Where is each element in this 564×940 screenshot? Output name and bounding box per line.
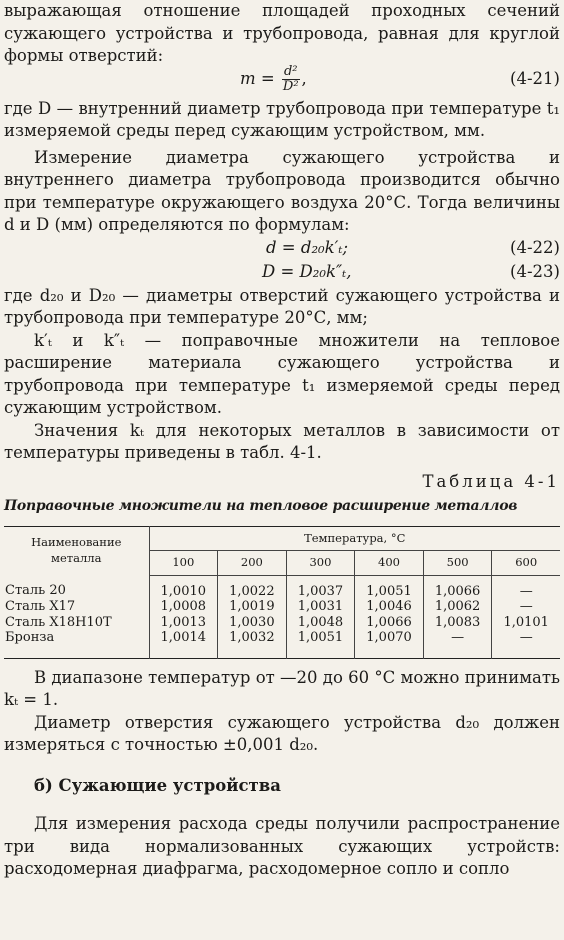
correction-factors-table [4, 526, 560, 659]
table-cell: 1,0037 [286, 575, 355, 599]
column-header-metal: Наименование металла [4, 526, 149, 575]
metal-name: Сталь Х17 [4, 599, 149, 615]
paragraph-table-ref: Значения kₜ для некоторых металлов в зависимости от температуры приведены в табл. 4-1. [4, 420, 560, 462]
paragraph-temperature-range: В диапазоне температур от —20 до 60 °С можно принимать kₜ = 1. [4, 667, 560, 709]
table-cell: 1,0048 [286, 615, 355, 631]
table-cell: 1,0066 [423, 575, 492, 599]
equation-number: (4-22) [510, 238, 560, 258]
table-cell: 1,0051 [355, 575, 424, 599]
equation-4-22 [4, 237, 560, 261]
paragraph-k-definition: k′ₜ и k″ₜ — поправочные множители на тепловое расширение материала сужающего устройства и трубопровода при температуре t₁ измеряемой среды перед сужающим устройством. [4, 330, 560, 417]
paragraph-devices: Для измерения расхода среды получили распространение три вида нормализованных сужающих устройств: расходомерная диафрагма, расходомерное сопло и сопло [4, 814, 560, 878]
column-header-temp: 200 [218, 551, 287, 576]
table-cell: 1,0101 [503, 614, 549, 630]
table-row [4, 615, 560, 631]
table-cell: 1,0010 [149, 575, 218, 599]
table-cell: — [519, 583, 533, 599]
equation-4-23-formula: D = D₂₀k″ₜ, [262, 262, 352, 282]
document-page [4, 0, 560, 881]
column-header-temp: 400 [355, 551, 424, 576]
table-row [4, 575, 560, 599]
table-row [4, 599, 560, 615]
table-cell: 1,0051 [286, 630, 355, 658]
table-cell: 1,0031 [286, 599, 355, 615]
table-cell: 1,0013 [149, 615, 218, 631]
table-cell: 1,0014 [149, 630, 218, 658]
equation-number: (4-23) [510, 262, 560, 282]
table-cell: — [423, 630, 492, 658]
paragraph-D-definition: где D — внутренний диаметр трубопровода при температуре t₁ измеряемой среды перед сужающим устройством, мм. [4, 98, 560, 140]
metal-name: Сталь 20 [4, 575, 149, 599]
metal-name: Сталь Х18Н10Т [4, 615, 149, 631]
equation-number: (4-21) [510, 69, 560, 89]
table-cell: 1,0083 [423, 615, 492, 631]
table-cell: 1,0030 [218, 615, 287, 631]
equation-4-21 [4, 64, 560, 94]
table-cell: — [519, 599, 533, 614]
table-cell: 1,0046 [355, 599, 424, 615]
table-cell: 1,0008 [149, 599, 218, 615]
table-cell: 1,0062 [423, 599, 492, 615]
column-header-temperature: Температура, °С [149, 526, 560, 551]
table-cell: 1,0032 [218, 630, 287, 658]
table-cell: 1,0019 [218, 599, 287, 615]
column-header-temp: 600 [492, 551, 560, 576]
equation-4-22-formula: d = d₂₀k′ₜ; [266, 238, 349, 258]
paragraph-accuracy: Диаметр отверстия сужающего устройства d₂₀ должен измеряться с точностью ±0,001 d₂₀. [4, 712, 560, 754]
column-header-temp: 100 [149, 551, 218, 576]
table-row [4, 630, 560, 658]
fraction: $\frac{\text{d²}}{\text{D²}}$ [282, 64, 299, 94]
table-cell: 1,0022 [218, 575, 287, 599]
metal-name: Бронза [4, 630, 149, 658]
equation-4-23 [4, 261, 560, 285]
table-title: Поправочные множители на тепловое расширение металлов [4, 498, 518, 514]
equation-4-21-formula: m = $\frac{\text{d²}}{\text{D²}}$ , [240, 64, 307, 94]
table-cell: — [519, 630, 533, 645]
paragraph-intro: выражающая отношение площадей проходных сечений сужающего устройства и трубопровода, равная для круглой формы отверстий: [4, 1, 560, 65]
table-cell: 1,0070 [355, 630, 424, 658]
column-header-temp: 300 [286, 551, 355, 576]
section-title: б) Сужающие устройства [34, 775, 281, 795]
paragraph-measurement: Измерение диаметра сужающего устройства и внутреннего диаметра трубопровода производится обычно при температуре окружающего воздуха 20°С. Тогда величины d и D (мм) определяются по формулам: [4, 147, 560, 234]
column-header-temp: 500 [423, 551, 492, 576]
paragraph-d20-definition: где d₂₀ и D₂₀ — диаметры отверстий сужающего устройства и трубопровода при температуре 20°С, мм; [4, 285, 560, 327]
table-label: Таблица 4-1 [422, 471, 560, 491]
table-cell: 1,0066 [355, 615, 424, 631]
